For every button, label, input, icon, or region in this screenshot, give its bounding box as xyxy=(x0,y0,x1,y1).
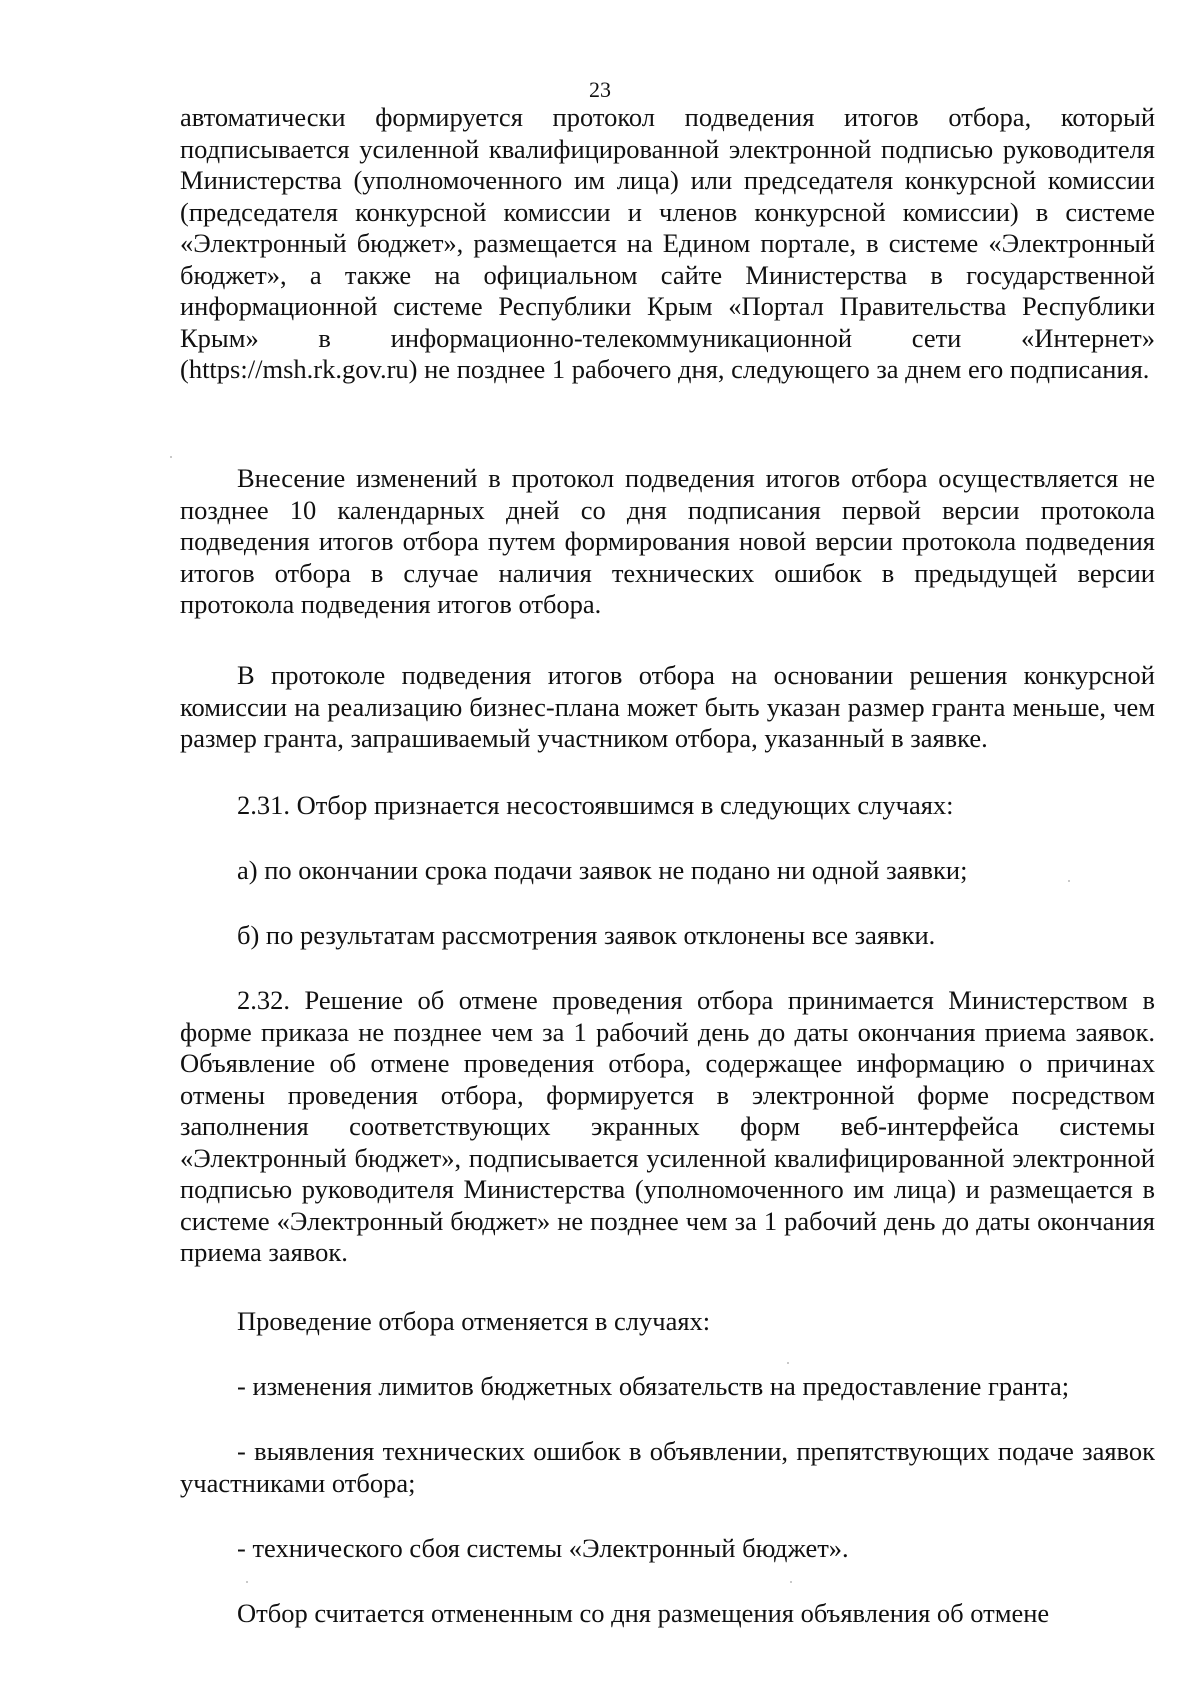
scan-speck xyxy=(246,1581,248,1583)
page-number: 23 xyxy=(589,77,611,102)
list-item-system-failure: - технического сбоя системы «Электронный бюджет». xyxy=(237,1533,849,1563)
scan-speck xyxy=(787,1362,789,1364)
scan-speck xyxy=(1068,880,1070,882)
scan-speck xyxy=(170,456,172,458)
scan-speck xyxy=(790,1581,792,1583)
paragraph-cancelled-from: Отбор считается отмененным со дня размещения объявления об отмене xyxy=(237,1598,1050,1628)
clause-2-31: 2.31. Отбор признается несостоявшимся в следующих случаях: xyxy=(237,790,954,820)
list-item-limits: - изменения лимитов бюджетных обязательств на предоставление гранта; xyxy=(237,1371,1070,1401)
clause-2-32: 2.32. Решение об отмене проведения отбора принимается Министерством в форме приказа не позднее чем за 1 рабочий день до даты окончания приема заявок. Объявление об отмене проведения отбора, содержащее информацию о причинах отмены проведения отбора, формируется в электронной форме посредством заполнения соответствующих экранных форм веб-интерфейса системы «Электронный бюджет», подписывается усиленной квалифицированной электронной подписью руководителя Министерства (уполномоченного им лица) и размещается в системе «Электронный бюджет» не позднее чем за 1 рабочий день до даты окончания приема заявок. xyxy=(180,985,1155,1267)
list-item-b: б) по результатам рассмотрения заявок отклонены все заявки. xyxy=(237,920,936,950)
paragraph-cancellation-cases: Проведение отбора отменяется в случаях: xyxy=(237,1306,711,1336)
paragraph-protocol-signing: автоматически формируется протокол подведения итогов отбора, который подписывается усиленной квалифицированной электронной подписью руководителя Министерства (уполномоченного им лица) или председателя конкурсной комиссии (председателя конкурсной комиссии и членов конкурсной комиссии) в системе «Электронный бюджет», размещается на Едином портале, в системе «Электронный бюджет», а также на официальном сайте Министерства в государственной информационной системе Республики Крым «Портал Правительства Республики Крым» в информационно-телекоммуникационной сети «Интернет» (https://msh.rk.gov.ru) не позднее 1 рабочего дня, следующего за днем его подписания. xyxy=(180,102,1155,384)
list-item-errors: - выявления технических ошибок в объявлении, препятствующих подаче заявок участниками отбора; xyxy=(180,1436,1155,1498)
list-item-a: а) по окончании срока подачи заявок не подано ни одной заявки; xyxy=(237,855,968,885)
paragraph-grant-size: В протоколе подведения итогов отбора на основании решения конкурсной комиссии на реализацию бизнес-плана может быть указан размер гранта меньше, чем размер гранта, запрашиваемый участником отбора, указанный в заявке. xyxy=(180,660,1155,753)
paragraph-protocol-changes: Внесение изменений в протокол подведения итогов отбора осуществляется не позднее 10 календарных дней со дня подписания первой версии протокола подведения итогов отбора путем формирования новой версии протокола подведения итогов отбора в случае наличия технических ошибок в предыдущей версии протокола подведения итогов отбора. xyxy=(180,463,1155,619)
